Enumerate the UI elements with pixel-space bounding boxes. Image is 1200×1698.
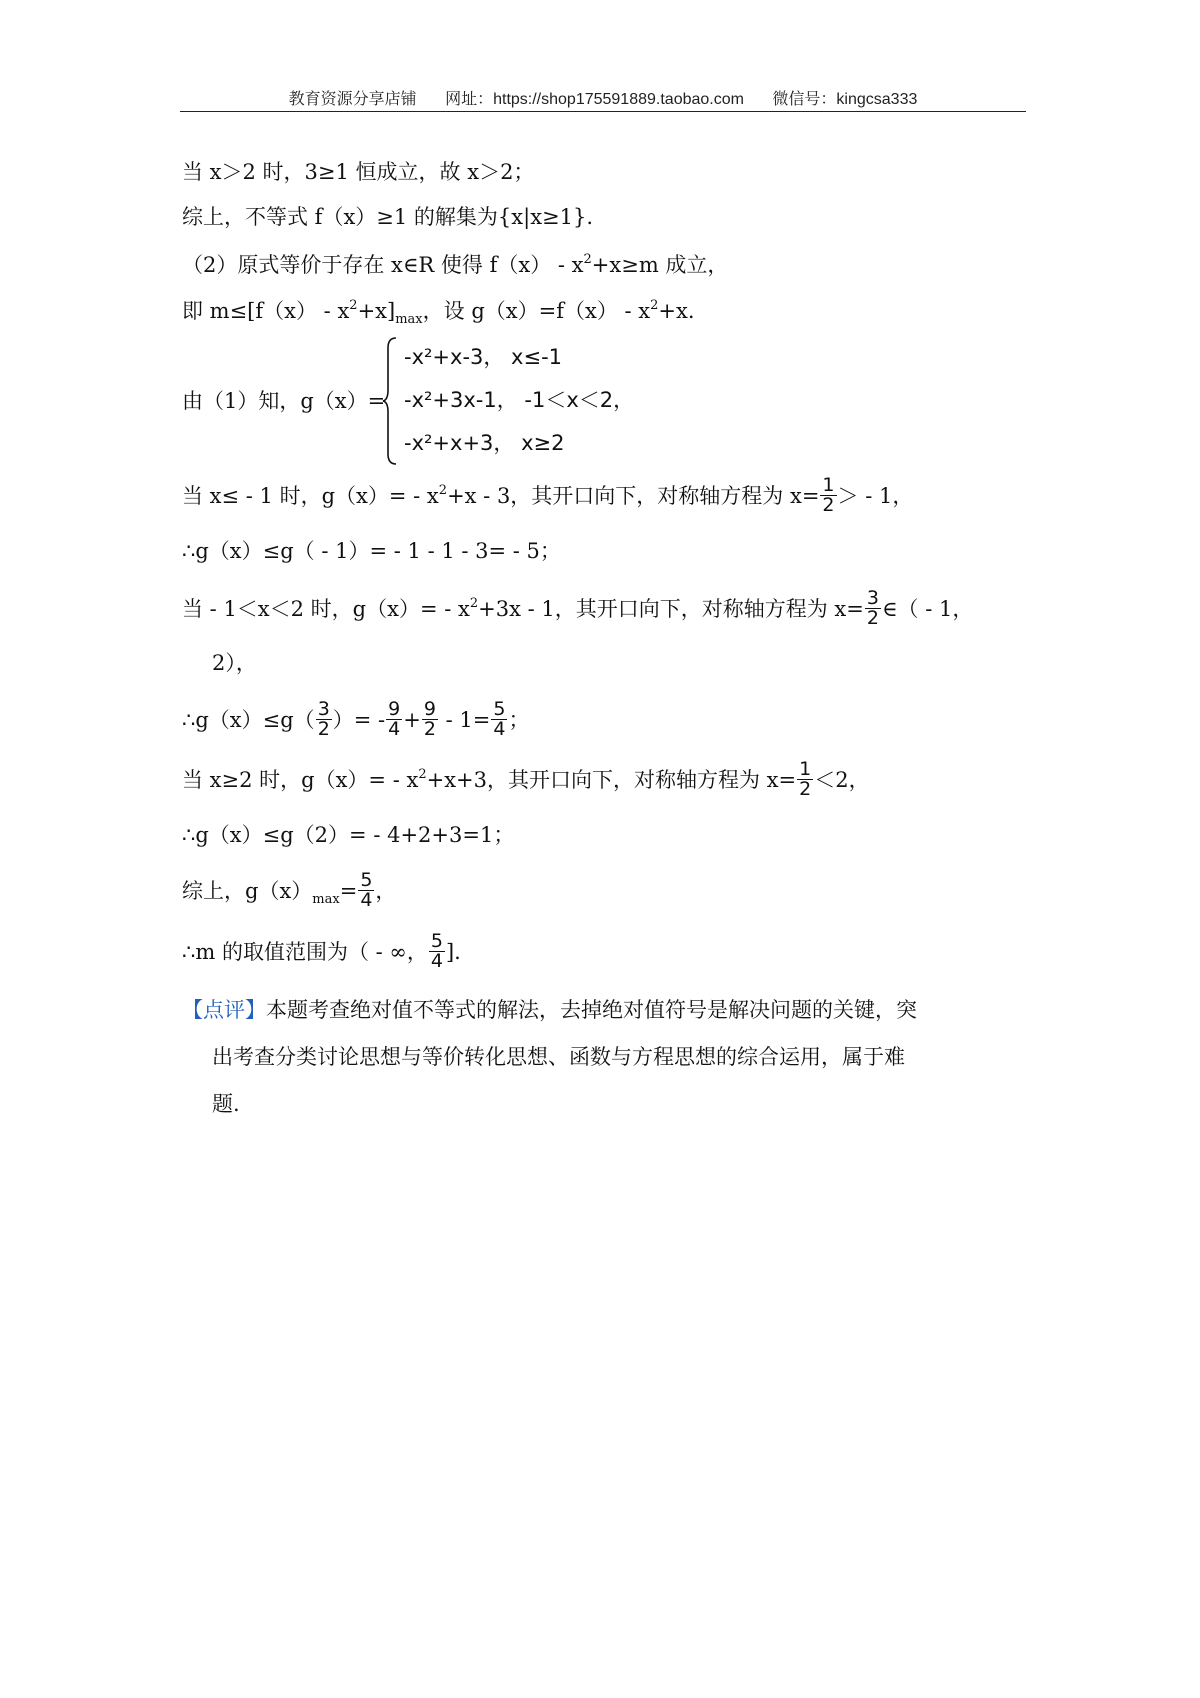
denominator: 2 (423, 718, 436, 740)
text: +x] (357, 299, 396, 323)
text: +x. (658, 299, 695, 323)
solution-line-7 (182, 587, 974, 630)
fraction (358, 871, 374, 910)
denominator: 2 (799, 778, 812, 800)
text: + (403, 708, 421, 732)
text: ＜2， (814, 768, 870, 792)
numerator: 9 (423, 698, 436, 720)
text: ]. (445, 940, 461, 964)
text: ∴g（x）≤g（ (182, 708, 315, 732)
text: +x+3，其开口向下，对称轴方程为 x= (426, 768, 797, 792)
subscript-max: max (312, 892, 340, 907)
text: 即 m≤[f（x） - x (182, 299, 350, 323)
fraction (316, 700, 332, 739)
exponent: 2 (418, 767, 427, 782)
exponent: 2 (469, 596, 479, 611)
text: ＞ - 1， (837, 484, 914, 508)
text: ，设 g（x）=f（x） - x (422, 299, 651, 323)
text: ）= - (332, 708, 386, 732)
shop-url: 网址：https://shop175591889.taobao.com (445, 91, 744, 108)
comment-line-1 (182, 995, 917, 1025)
numerator: 5 (360, 869, 373, 891)
text: 当 x≥2 时，g（x）= - x (182, 768, 419, 792)
fraction (797, 760, 813, 799)
text: ， (375, 879, 397, 903)
case-3: -x²+x+3， x≥2 (404, 431, 565, 455)
page-header (180, 86, 1026, 109)
comment-line-2: 出考查分类讨论思想与等价转化思想、函数与方程思想的综合运用，属于难 (212, 1045, 905, 1069)
text: ∴m 的取值范围为（ - ∞， (182, 940, 428, 964)
solution-line-4 (182, 296, 695, 326)
comment-tag: 【点评】 (182, 998, 266, 1022)
solution-line-10 (182, 758, 870, 801)
denominator: 4 (493, 718, 506, 740)
denominator: 4 (360, 889, 373, 911)
piecewise-cases (404, 336, 634, 465)
case-1: -x²+x-3， x≤-1 (404, 345, 563, 369)
fraction (820, 476, 836, 515)
text: ； (508, 708, 530, 732)
denominator: 2 (822, 494, 835, 516)
solution-line-12 (182, 869, 397, 912)
numerator: 9 (388, 698, 401, 720)
fraction (491, 700, 507, 739)
denominator: 4 (388, 718, 401, 740)
fraction (386, 700, 402, 739)
exponent: 2 (583, 252, 592, 267)
numerator: 1 (822, 474, 835, 496)
text: +x - 3，其开口向下，对称轴方程为 x= (447, 484, 820, 508)
text: +x≥m 成立， (591, 253, 729, 277)
shop-name: 教育资源分享店铺 (288, 91, 417, 108)
solution-line-8: 2）， (212, 651, 257, 675)
numerator: 5 (493, 698, 506, 720)
text: +3x - 1，其开口向下，对称轴方程为 x= (478, 597, 864, 621)
text: = (339, 879, 358, 903)
fraction (429, 932, 445, 971)
solution-line-1: 当 x＞2 时，3≥1 恒成立，故 x＞2； (182, 160, 535, 184)
numerator: 1 (799, 758, 812, 780)
wechat-id: 微信号：kingcsa333 (772, 91, 918, 108)
text: ∈（ - 1， (881, 597, 974, 621)
case-2: -x²+3x-1， -1＜x＜2， (404, 388, 635, 412)
subscript-max: max (395, 312, 423, 327)
solution-line-11: ∴g（x）≤g（2）= - 4+2+3=1； (182, 823, 515, 847)
numerator: 3 (317, 698, 330, 720)
solution-line-6: ∴g（x）≤g（ - 1）= - 1 - 1 - 3= - 5； (182, 539, 561, 563)
fraction (865, 589, 881, 628)
numerator: 3 (866, 587, 879, 609)
denominator: 4 (430, 950, 443, 972)
text: 当 - 1＜x＜2 时，g（x）= - x (182, 597, 470, 621)
header-divider (180, 111, 1026, 112)
solution-line-9 (182, 698, 530, 741)
comment-line-3: 题. (212, 1092, 240, 1116)
text: （2）原式等价于存在 x∈R 使得 f（x） - x (182, 253, 584, 277)
exponent: 2 (650, 298, 659, 313)
denominator: 2 (866, 607, 879, 629)
left-brace-icon (382, 336, 398, 466)
text: 综上，g（x） (182, 879, 313, 903)
exponent: 2 (349, 298, 358, 313)
numerator: 5 (430, 930, 443, 952)
fraction (422, 700, 438, 739)
text: - 1= (438, 708, 491, 732)
text: 当 x≤ - 1 时，g（x）= - x (182, 484, 439, 508)
solution-line-2: 综上，不等式 f（x）≥1 的解集为{x|x≥1}. (182, 205, 594, 229)
solution-line-5 (182, 474, 914, 517)
solution-line-3 (182, 250, 728, 280)
text: 本题考查绝对值不等式的解法，去掉绝对值符号是解决问题的关键，突 (266, 998, 917, 1022)
exponent: 2 (438, 483, 448, 498)
piecewise-label: 由（1）知，g（x）= (182, 389, 386, 413)
solution-line-13 (182, 930, 461, 973)
denominator: 2 (317, 718, 330, 740)
